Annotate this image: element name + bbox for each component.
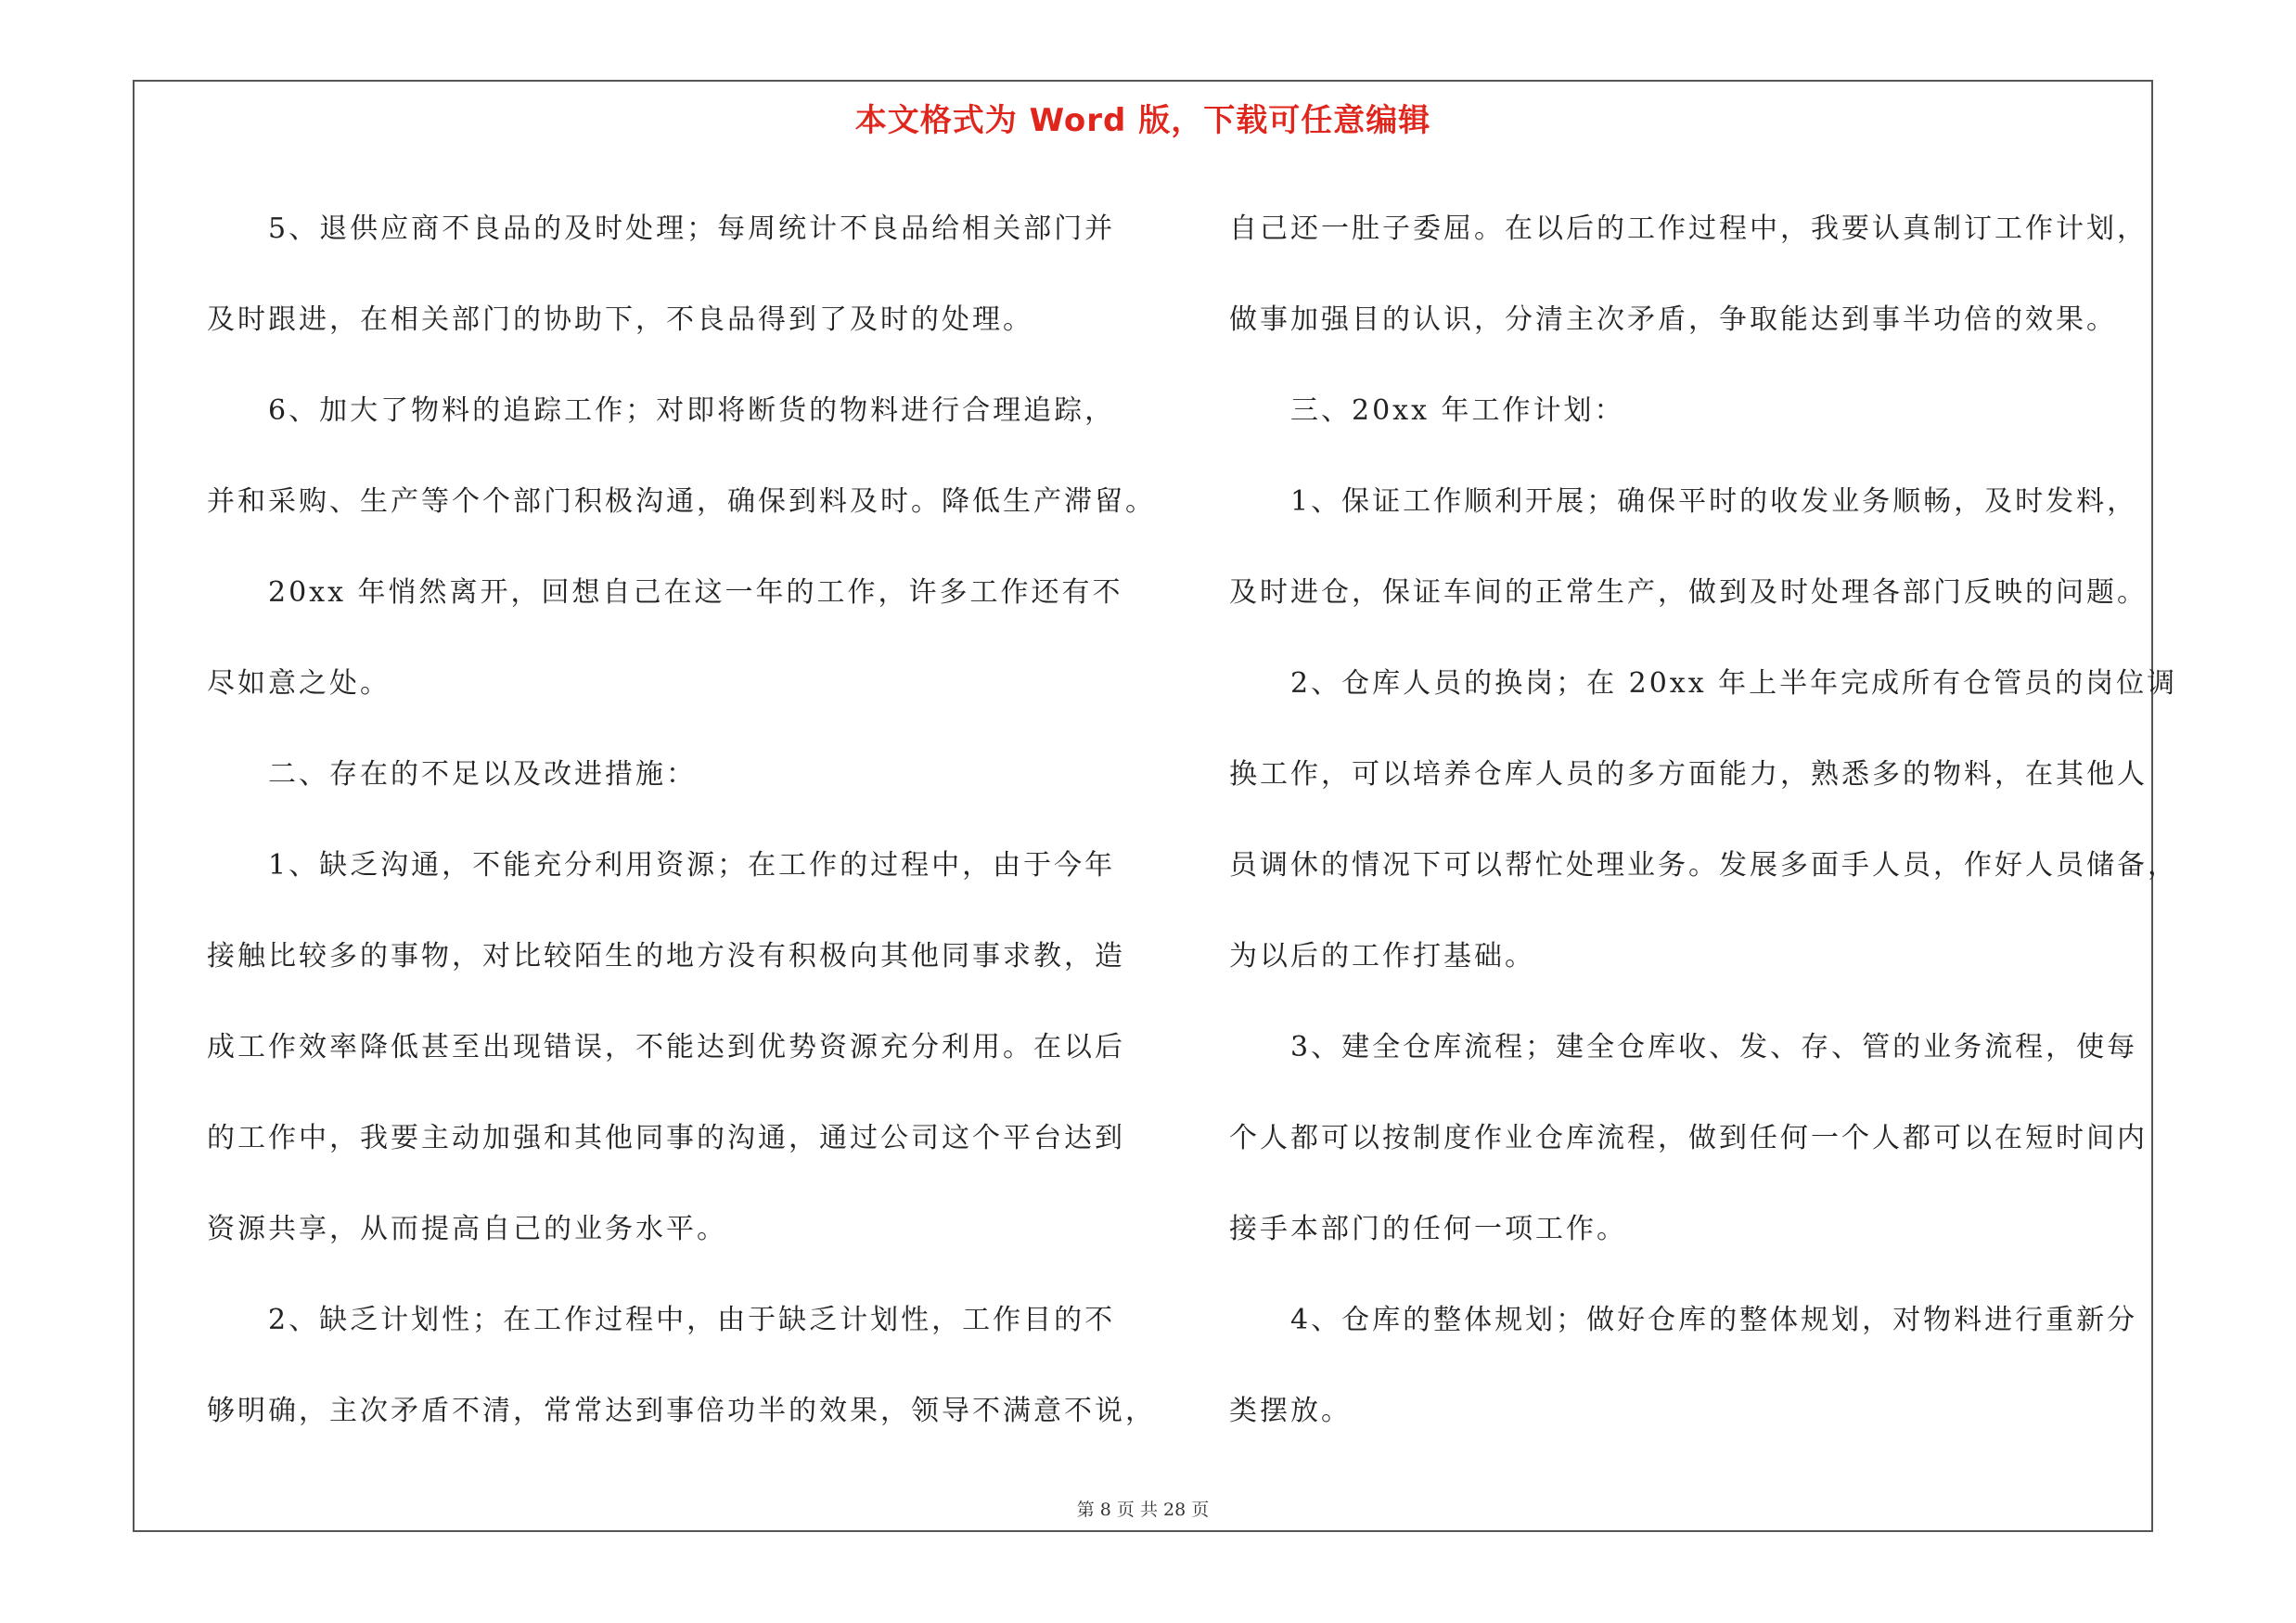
text-line: 为以后的工作打基础。 (1229, 940, 1535, 973)
text-line: 1、保证工作顺利开展；确保平时的收发业务顺畅，及时发料， (1290, 485, 2138, 518)
right-column (1229, 184, 2178, 1457)
text-line: 接触比较多的事物，对比较陌生的地方没有积极向其他同事求教，造 (207, 940, 1125, 973)
text-line: 三、20xx 年工作计划： (1290, 394, 1625, 427)
text-line: 及时跟进，在相关部门的协助下，不良品得到了及时的处理。 (207, 303, 1033, 336)
text-line: 1、缺乏沟通，不能充分利用资源；在工作的过程中，由于今年 (268, 849, 1116, 882)
text-line: 做事加强目的认识，分清主次矛盾，争取能达到事半功倍的效果。 (1229, 303, 2117, 336)
text-line: 3、建全仓库流程；建全仓库收、发、存、管的业务流程，使每 (1290, 1031, 2138, 1063)
text-line: 20xx 年悄然离开，回想自己在这一年的工作，许多工作还有不 (268, 576, 1123, 609)
text-line: 接手本部门的任何一项工作。 (1229, 1213, 1627, 1245)
format-banner: 本文格式为 Word 版，下载可任意编辑 (854, 102, 1431, 139)
text-line: 的工作中，我要主动加强和其他同事的沟通，通过公司这个平台达到 (207, 1122, 1125, 1154)
text-line: 类摆放。 (1229, 1395, 1352, 1427)
text-line: 2、缺乏计划性；在工作过程中，由于缺乏计划性，工作目的不 (268, 1304, 1116, 1336)
text-line: 员调休的情况下可以帮忙处理业务。发展多面手人员，作好人员储备， (1229, 849, 2178, 882)
text-line: 4、仓库的整体规划；做好仓库的整体规划，对物料进行重新分 (1290, 1304, 2138, 1336)
text-line: 及时进仓，保证车间的正常生产，做到及时处理各部门反映的问题。 (1229, 576, 2148, 609)
text-line: 换工作，可以培养仓库人员的多方面能力，熟悉多的物料，在其他人 (1229, 758, 2148, 791)
text-line: 成工作效率降低甚至出现错误，不能达到优势资源充分利用。在以后 (207, 1031, 1125, 1063)
page-number-footer: 第 8 页 共 28 页 (1076, 1500, 1210, 1520)
text-line: 6、加大了物料的追踪工作；对即将断货的物料进行合理追踪， (268, 394, 1116, 427)
left-column (207, 184, 1156, 1457)
text-line: 自己还一肚子委屈。在以后的工作过程中，我要认真制订工作计划， (1229, 213, 2148, 245)
text-line: 资源共享，从而提高自己的业务水平。 (207, 1213, 727, 1245)
text-line: 尽如意之处。 (207, 667, 391, 700)
text-line: 二、存在的不足以及改进措施： (268, 758, 697, 791)
text-line: 并和采购、生产等个个部门积极沟通，确保到料及时。降低生产滞留。 (207, 485, 1156, 518)
text-line: 2、仓库人员的换岗；在 20xx 年上半年完成所有仓管员的岗位调 (1290, 667, 2178, 700)
text-line: 个人都可以按制度作业仓库流程，做到任何一个人都可以在短时间内 (1229, 1122, 2148, 1154)
text-line: 够明确，主次矛盾不清，常常达到事倍功半的效果，领导不满意不说， (207, 1395, 1156, 1427)
text-line: 5、退供应商不良品的及时处理；每周统计不良品给相关部门并 (268, 213, 1116, 245)
document-page (133, 80, 2178, 1532)
